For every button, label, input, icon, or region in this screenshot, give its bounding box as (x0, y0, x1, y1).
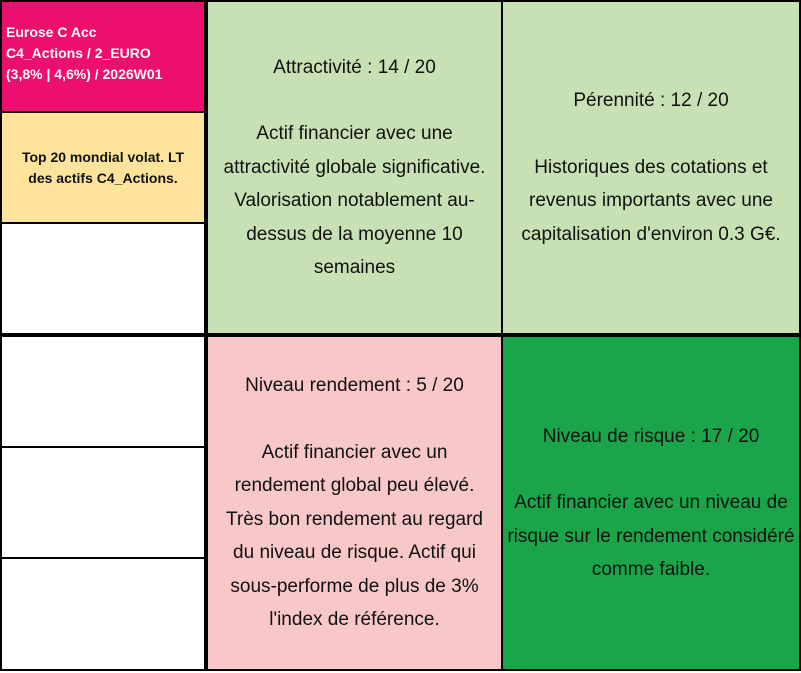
risque-description: Actif financier avec un niveau de risque sur le rendement considéré comme faible. (507, 492, 795, 580)
empty-cell-3 (0, 446, 206, 559)
fund-name: Eurose C Acc (6, 24, 97, 40)
rendement-score: Niveau rendement : 5 / 20 (245, 375, 464, 397)
attractivite-description: Actif financier avec une attractivité globale significative. Valorisation notablement au-dessus de la moyenne 10 semaines (223, 123, 486, 278)
fund-volatility-period: (3,8% | 4,6%) / 2026W01 (6, 66, 163, 82)
rendement-description: Actif financier avec un rendement global peu élevé. Très bon rendement au regard du niveau de risque. Actif qui sous-performe de plus de 3% l'index de référence. (225, 441, 483, 631)
ranking-text: Top 20 mondial volat. LT des actifs C4_Actions. (21, 148, 185, 186)
perennite-description: Historiques des cotations et revenus importants avec une capitalisation d'environ 0.3 G€. (521, 156, 781, 245)
rendement-block (206, 335, 503, 671)
ranking-cell (0, 111, 206, 224)
fund-title-cell (0, 0, 206, 113)
attractivite-score: Attractivité : 14 / 20 (273, 56, 436, 78)
perennite-score: Pérennité : 12 / 20 (573, 90, 729, 111)
perennite-block (501, 0, 801, 335)
empty-cell-2 (0, 335, 206, 448)
empty-cell-1 (0, 222, 206, 335)
attractivite-block (206, 0, 503, 335)
risque-block (501, 335, 801, 671)
fund-category-path: C4_Actions / 2_EURO (6, 45, 151, 61)
empty-cell-4 (0, 557, 206, 671)
risque-score: Niveau de risque : 17 / 20 (542, 425, 760, 447)
